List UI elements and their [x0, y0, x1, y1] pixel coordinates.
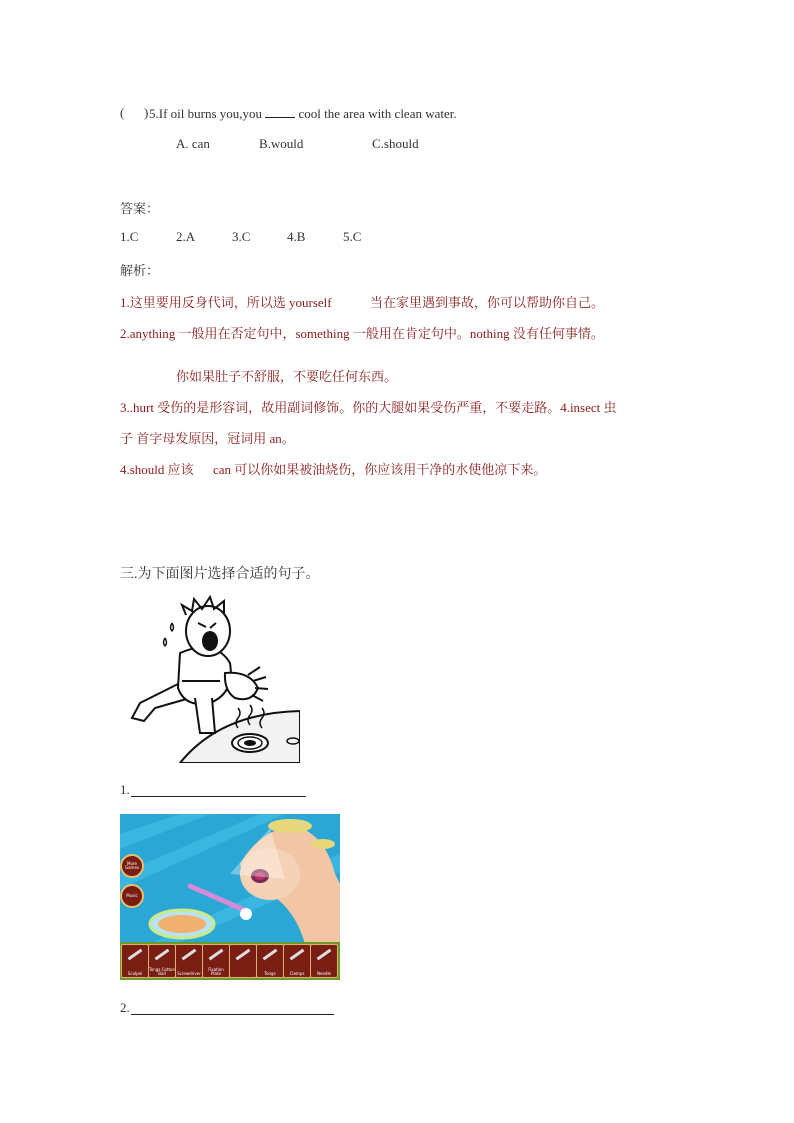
question-text-after: cool the area with clean water.: [295, 106, 457, 121]
option-a: A. can: [176, 136, 210, 151]
analysis-line-4a: 4.should 应该: [120, 462, 194, 477]
question-text: [149, 105, 457, 122]
more-games-button[interactable]: More Games: [125, 861, 139, 870]
tool-fixation-plate[interactable]: [202, 944, 230, 978]
answer-5: 5.C: [343, 229, 362, 244]
tool-unlabeled[interactable]: [229, 944, 257, 978]
answer-paren-close: ): [144, 105, 149, 120]
analysis-line-1a: 1.这里要用反身代词，所以选 yourself: [120, 295, 332, 310]
analysis-line-3a: 3..hurt 受伤的是形容词，故用副词修饰。你的大腿如果受伤严重，不要走路。4.insect 虫: [120, 400, 617, 415]
blank-2-label: 2.: [120, 1000, 130, 1015]
analysis-heading: 解析：: [120, 263, 160, 278]
analysis-line-1b: 当在家里遇到事故，你可以帮助你自己。: [370, 295, 605, 310]
section-3-title: 三.为下面图片选择合适的句子。: [120, 567, 320, 582]
question-blank: [265, 105, 295, 118]
answers-heading: 答案：: [120, 201, 160, 216]
option-c: C.should: [372, 136, 419, 151]
blank-2-line[interactable]: [131, 1000, 334, 1015]
blank-1-label: 1.: [120, 782, 130, 797]
answer-blank[interactable]: [126, 104, 144, 118]
tool-screwdriver[interactable]: [175, 944, 203, 978]
question-text-before: 5.If oil burns you,you: [149, 106, 266, 121]
tool-tongs[interactable]: [256, 944, 284, 978]
answer-paren-open: (: [120, 105, 125, 120]
tool-label: Fixation Plate: [208, 967, 224, 976]
tool-scalpel[interactable]: [121, 944, 149, 978]
tool-label: Tongs Cotton Ball: [149, 967, 175, 976]
tool-needle[interactable]: [310, 944, 338, 978]
analysis-line-3b: 子 首字母发原因，冠词用 an。: [120, 431, 295, 446]
tool-clamps[interactable]: [283, 944, 311, 978]
tool-label: Clamps: [289, 971, 305, 976]
answer-1: 1.C: [120, 229, 139, 244]
answer-2: 2.A: [176, 229, 196, 244]
answer-4: 4.B: [287, 229, 306, 244]
analysis-line-2: 2.anything 一般用在否定句中，something 一般用在肯定句中。nothing 没有任何事情。: [120, 326, 604, 341]
burn-cartoon-image: [120, 593, 300, 763]
tool-tongs-cotton-ball[interactable]: [148, 944, 176, 978]
option-b: B.would: [259, 136, 304, 151]
analysis-line-2b: 你如果肚子不舒服，不要吃任何东西。: [176, 369, 398, 384]
analysis-line-4b: can 可以你如果被油烧伤，你应该用干净的水使他凉下来。: [213, 462, 547, 477]
tool-label: Needle: [316, 971, 332, 976]
tool-label: Scalpel: [127, 971, 143, 976]
answer-3: 3.C: [232, 229, 251, 244]
music-button[interactable]: Music: [126, 893, 138, 898]
knee-game-image: [120, 814, 340, 980]
burn-cartoon-illustration: [120, 593, 300, 763]
tool-label: Screwdriver: [177, 971, 201, 976]
blank-1-line[interactable]: [131, 782, 306, 797]
tool-label: Tongs: [264, 971, 276, 976]
